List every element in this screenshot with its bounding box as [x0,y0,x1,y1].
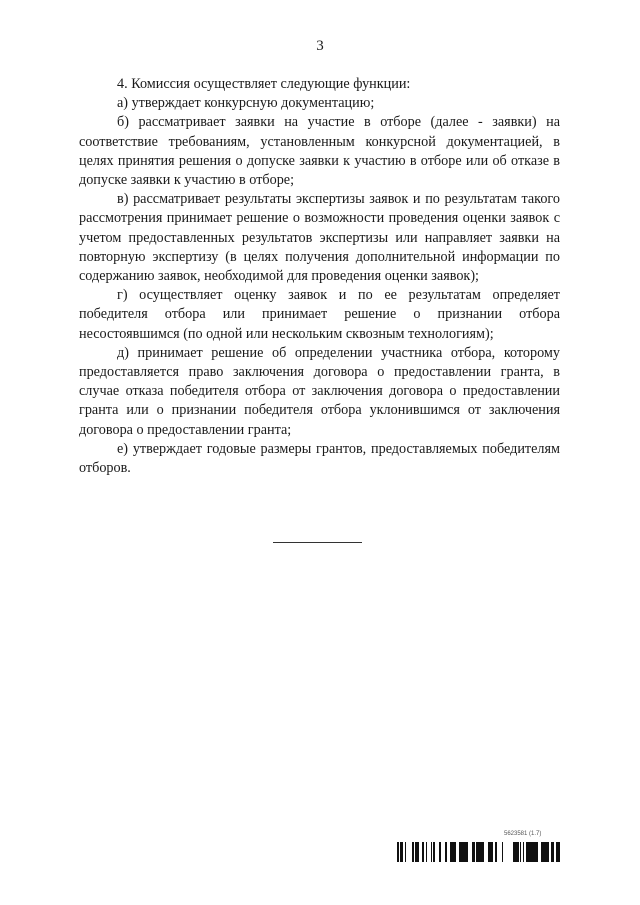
page-number: 3 [316,38,324,54]
paragraph-subitem-e: е) утверждает годовые размеры грантов, предоставляемых победителям отборов. [79,440,560,477]
paragraph-subitem-b: б) рассматривает заявки на участие в отборе (далее - заявки) на соответствие требованиям, установленным конкурсной документацией, в целях принятия решения о допуске заявки к участию в отборе или об отказе в допуске заявки к участию в отборе; [79,114,560,189]
paragraph-subitem-v: в) рассматривает результаты экспертизы заявок и по результатам такого рассмотрения принимает решение о возможности проведения оценки заявок с учетом предоставленных результатов экспертизы или направляет заявки на повторную экспертизу (в целях получения дополнительной информации по содержанию заявок, необходимой для проведения оценки заявок); [79,191,560,285]
end-of-text-rule [273,542,362,543]
paragraph-item-4: 4. Комиссия осуществляет следующие функции: [117,76,411,92]
document-code: 5623581 (1.7) [504,831,542,837]
paragraph-subitem-d: д) принимает решение об определении участника отбора, которому предоставляется право заключения договора о предоставлении гранта, в случае отказа победителя отбора от заключения договора о предоставлении гранта или о признании победителя отбора уклонившимся от заключения договора о предоставлении гранта; [79,344,560,438]
document-body [79,75,560,478]
paragraph-subitem-a: а) утверждает конкурсную документацию; [117,95,375,112]
paragraph-subitem-g: г) осуществляет оценку заявок и по ее результатам определяет победителя отбора или принимает решение о признании отбора несостоявшимся (по одной или нескольким сквозным технологиям); [79,287,560,342]
barcode-icon [397,842,560,862]
